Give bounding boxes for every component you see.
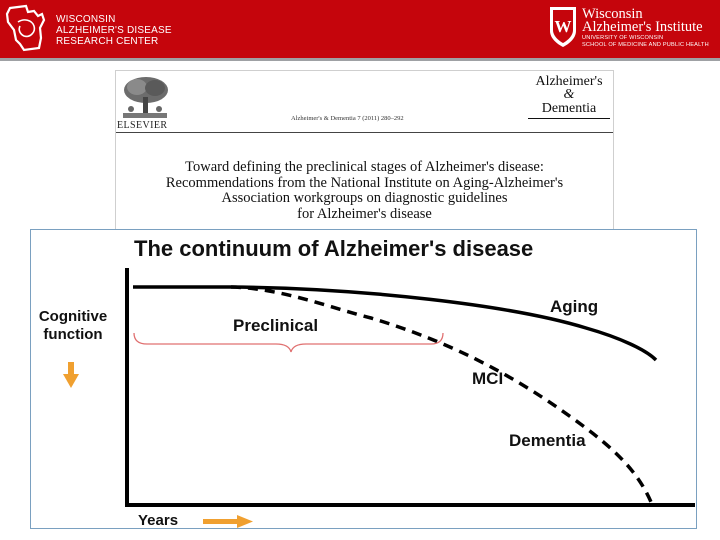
continuum-diagram — [31, 230, 696, 528]
paper-title-line-1: Toward defining the preclinical stages of Alzheimer's disease: — [185, 159, 544, 175]
wai-title-line-1: Wisconsin — [582, 6, 643, 22]
journal-ampersand: & — [563, 87, 575, 102]
paper-title-line-3: Association workgroups on diagnostic guidelines — [221, 190, 508, 206]
figure-title: The continuum of Alzheimer's disease — [134, 236, 534, 261]
wai-title-line-2: Alzheimer's Institute — [582, 19, 703, 35]
brand-line-1: WISCONSIN — [56, 14, 116, 25]
brand-line-2: ALZHEIMER'S DISEASE — [56, 25, 172, 36]
paper-title-line-4: for Alzheimer's disease — [297, 205, 432, 222]
wai-subtitle-line-1: UNIVERSITY OF WISCONSIN — [582, 35, 664, 41]
journal-name-line-2: Dementia — [541, 101, 597, 116]
journal-citation: Alzheimer's & Dementia 7 (2011) 280–292 — [291, 115, 404, 122]
paper-header-image — [115, 70, 614, 234]
y-axis-label-line-1: Cognitive — [38, 308, 108, 325]
continuum-figure — [30, 229, 697, 529]
uw-crest-icon — [548, 5, 578, 49]
paper-divider — [116, 132, 613, 133]
journal-logo — [526, 74, 612, 119]
journal-name-line-1: Alzheimer's — [535, 74, 603, 89]
brand-line-3: RESEARCH CENTER — [56, 36, 159, 47]
journal-rule — [528, 118, 610, 119]
header-bar — [0, 0, 720, 61]
wai-subtitle — [582, 35, 709, 49]
aging-label: Aging — [550, 297, 599, 316]
paper-title-line-2: Recommendations from the National Institute on Aging-Alzheimer's — [165, 174, 564, 191]
dementia-label: Dementia — [509, 431, 586, 450]
preclinical-brace — [134, 333, 443, 352]
wai-subtitle-line-2: SCHOOL OF MEDICINE AND PUBLIC HEALTH — [582, 42, 709, 48]
preclinical-label: Preclinical — [233, 316, 319, 335]
svg-text:W: W — [554, 17, 572, 36]
right-arrow-icon — [203, 515, 253, 528]
down-arrow-icon — [63, 362, 79, 388]
mci-label: MCI — [472, 369, 504, 388]
elsevier-tree-icon — [119, 75, 171, 121]
paper-title — [116, 160, 613, 222]
wisconsin-state-icon — [4, 4, 50, 54]
publisher-name: ELSEVIER — [117, 120, 168, 131]
y-axis-label-line-2: function — [43, 326, 103, 343]
x-axis-label: Years — [138, 512, 179, 528]
wadrc-brand-text — [56, 14, 172, 47]
